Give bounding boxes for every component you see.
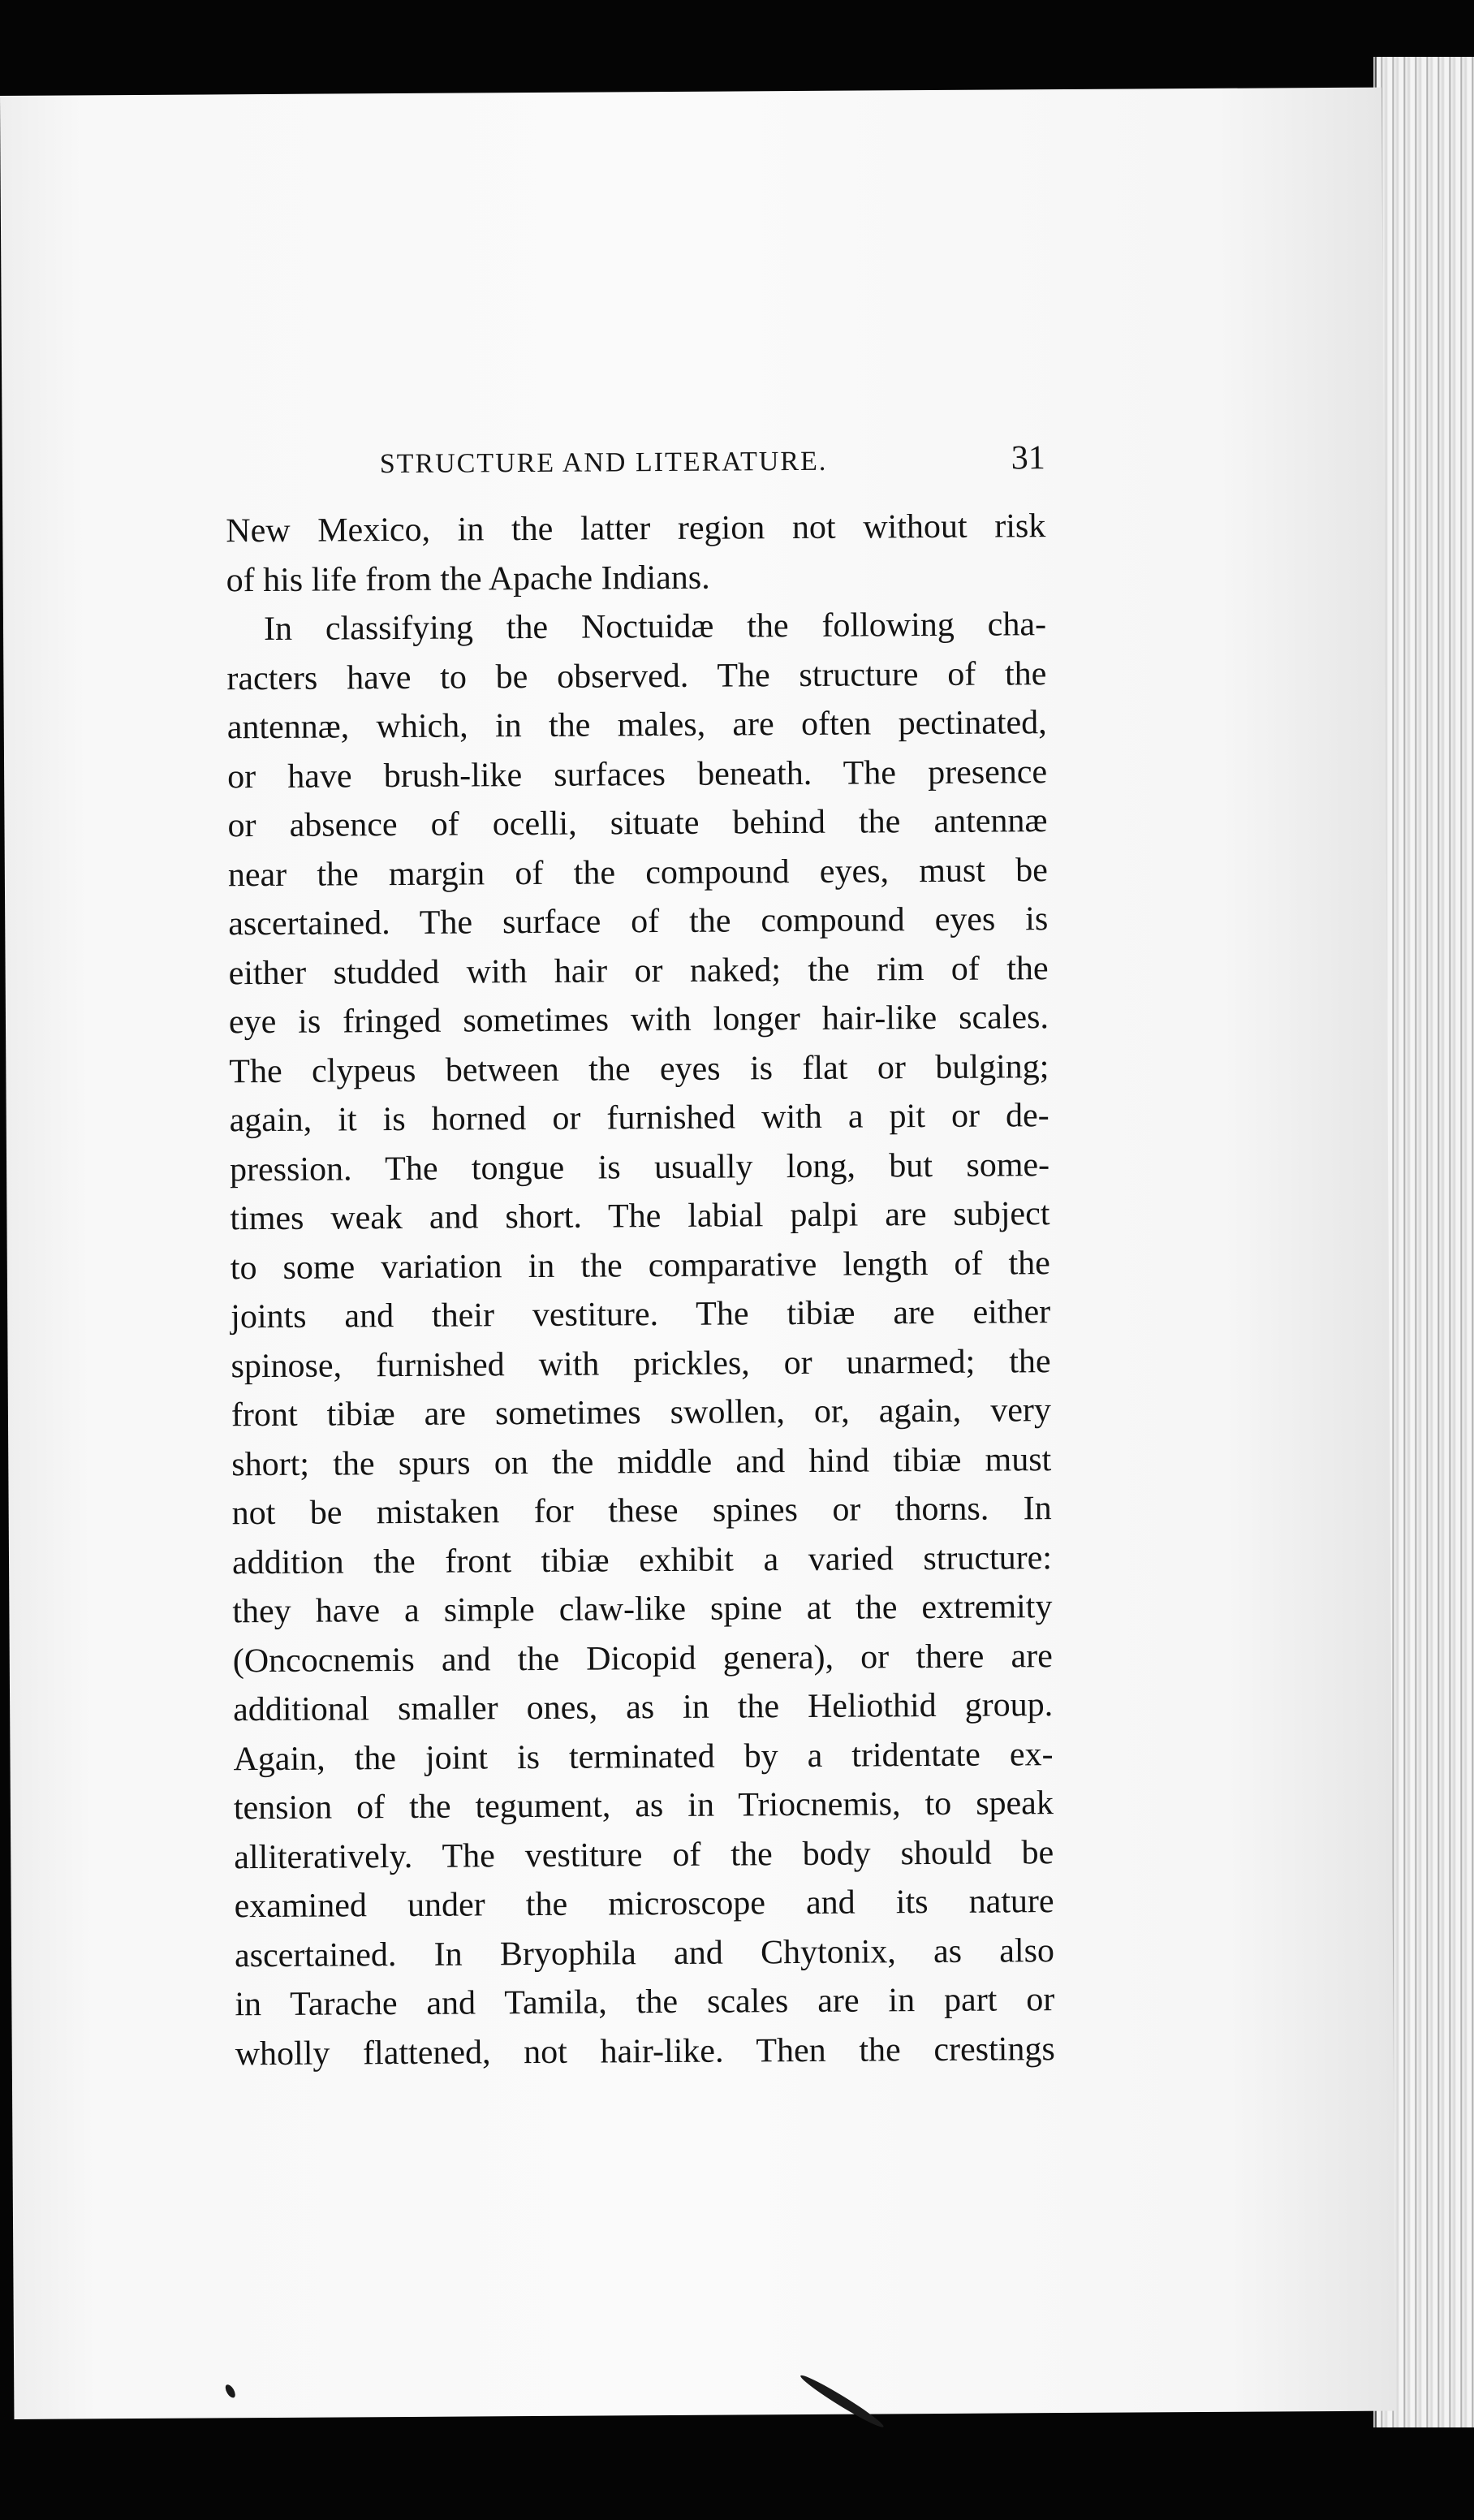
text-line: times weak and short. The labial palpi are subject xyxy=(230,1195,1050,1238)
text-line: they have a simple claw-like spine at the extremity xyxy=(232,1588,1053,1631)
text-line: or absence of ocelli, situate behind the antennæ xyxy=(227,802,1048,845)
text-line: alliteratively. The vestiture of the body should be xyxy=(234,1833,1054,1876)
text-line: near the margin of the compound eyes, must be xyxy=(227,851,1048,894)
page-sheet xyxy=(0,88,1395,2419)
text-line: joints and their vestiture. The tibiæ are either xyxy=(231,1293,1051,1336)
text-line: or have brush-like surfaces beneath. The presence xyxy=(226,753,1048,796)
text-line: spinose, furnished with prickles, or unarmed; the xyxy=(231,1342,1051,1385)
running-head-title: STRUCTURE AND LITERATURE. xyxy=(379,446,828,480)
text-line: ascertained. In Bryophila and Chytonix, as also xyxy=(234,1931,1055,1974)
text-line: not be mistaken for these spines or thorns. In xyxy=(231,1490,1052,1533)
text-line: again, it is horned or furnished with a pit or de- xyxy=(229,1097,1049,1140)
text-line: additional smaller ones, as in the Heliothid group. xyxy=(233,1686,1054,1729)
body-text xyxy=(226,502,1055,2078)
text-line: eye is fringed sometimes with longer hair-like scales. xyxy=(228,999,1049,1042)
text-line: short; the spurs on the middle and hind tibiæ must xyxy=(231,1440,1052,1483)
text-line: to some variation in the comparative length of the xyxy=(230,1244,1050,1287)
text-line: New Mexico, in the latter region not without risk xyxy=(226,507,1046,550)
text-line: antennæ, which, in the males, are often pectinated, xyxy=(226,704,1047,747)
text-line: of his life from the Apache Indians. xyxy=(226,559,710,599)
text-line: The clypeus between the eyes is flat or bulging; xyxy=(229,1047,1049,1090)
page-number: 31 xyxy=(1011,439,1045,477)
text-line: (Oncocnemis and the Dicopid genera), or there are xyxy=(232,1637,1053,1680)
text-line: racters have to be observed. The structure of the xyxy=(226,654,1047,697)
text-line: ascertained. The surface of the compound eyes is xyxy=(228,900,1049,943)
running-head xyxy=(226,438,1045,492)
text-line: front tibiæ are sometimes swollen, or, again, very xyxy=(231,1392,1052,1435)
ink-speck xyxy=(223,2383,237,2399)
text-line: in Tarache and Tamila, the scales are in part or xyxy=(235,1981,1055,2024)
ink-smudge xyxy=(798,2371,886,2431)
text-line: pression. The tongue is usually long, but some- xyxy=(229,1146,1050,1189)
text-line: examined under the microscope and its nature xyxy=(234,1883,1054,1926)
text-line: tension of the tegument, as in Triocnemis, to speak xyxy=(233,1784,1054,1827)
text-line: addition the front tibiæ exhibit a varied structure: xyxy=(231,1538,1053,1581)
text-line: wholly flattened, not hair-like. Then the crestings xyxy=(235,2030,1055,2073)
text-line: either studded with hair or naked; the rim of the xyxy=(228,949,1049,992)
text-line: In classifying the Noctuidæ the following cha- xyxy=(263,606,1047,649)
text-line: Again, the joint is terminated by a tridentate ex- xyxy=(233,1735,1054,1778)
